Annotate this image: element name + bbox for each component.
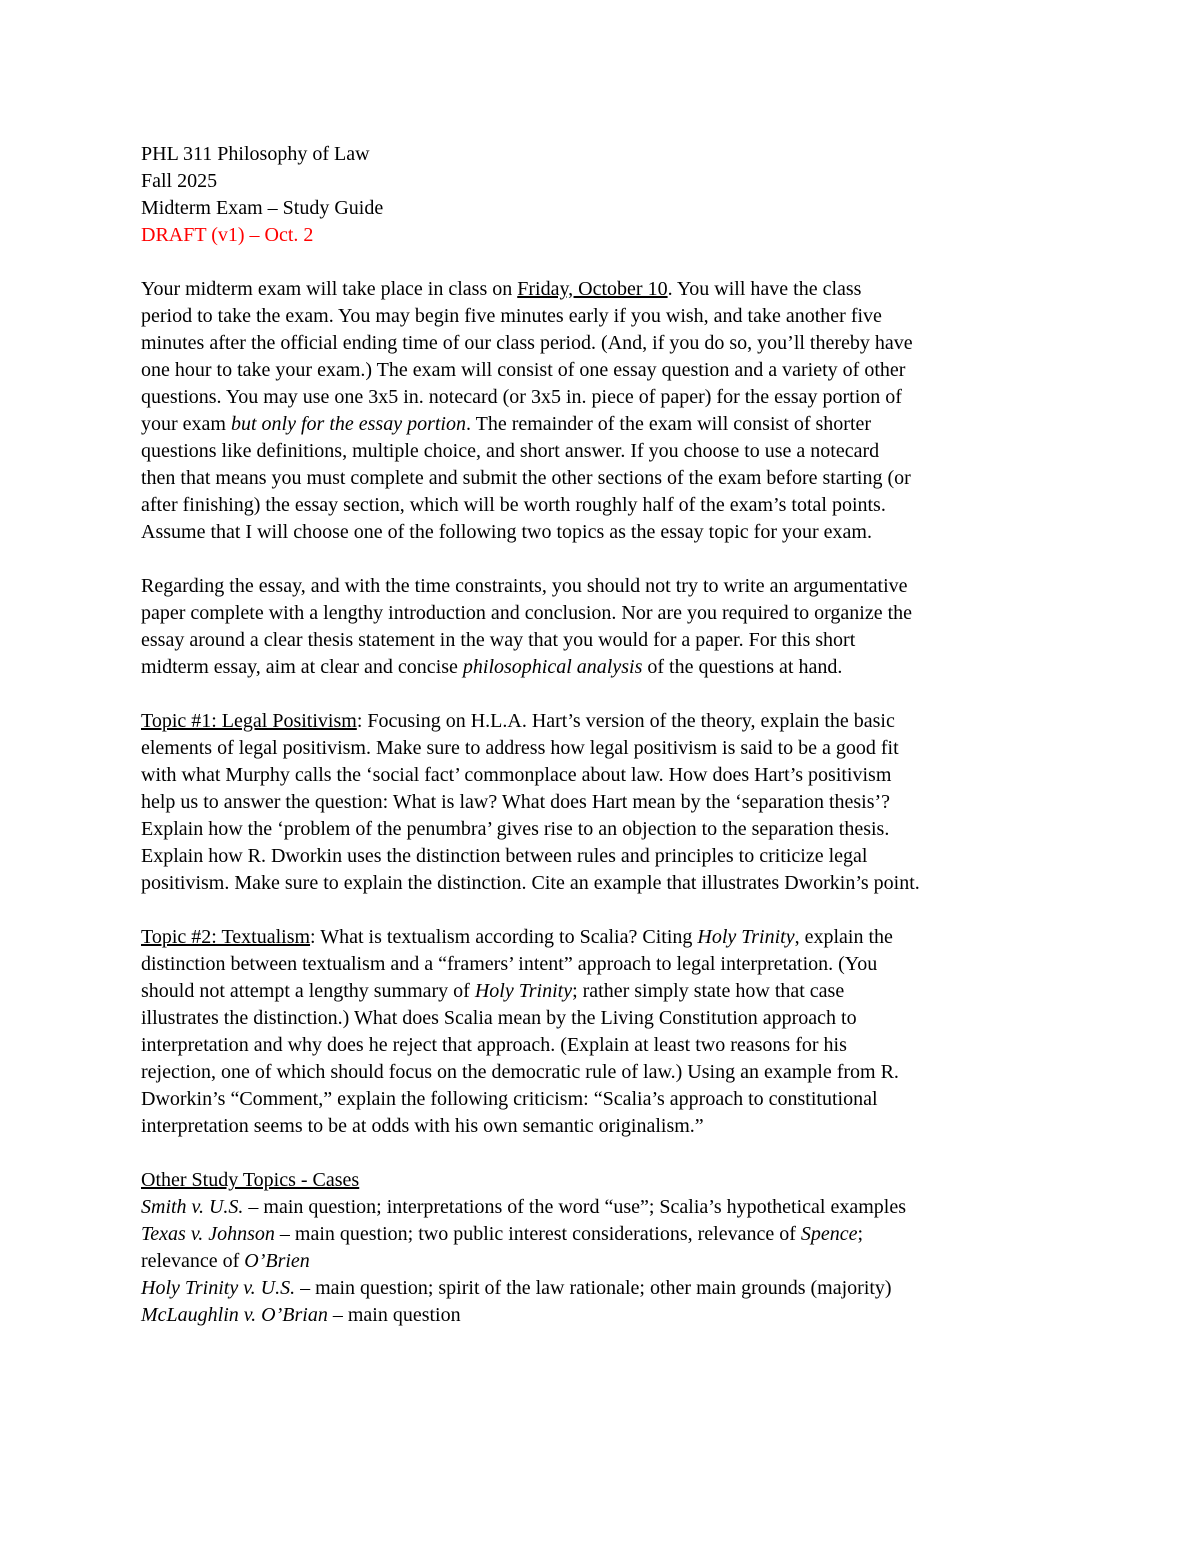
case-citation: Holy Trinity xyxy=(697,926,795,948)
topic-1-text: help us to answer the question: What is law? What does Hart mean by the ‘separation thesis’? xyxy=(141,791,891,813)
case-name: McLaughlin v. O’Brian xyxy=(141,1304,328,1326)
topic-1-heading: Topic #1: Legal Positivism xyxy=(141,710,357,732)
case-citation: Spence xyxy=(800,1223,858,1245)
topic-2-paragraph xyxy=(141,924,1061,1140)
topic-2-text: illustrates the distinction.) What does Scalia mean by the Living Constitution approach to xyxy=(141,1007,857,1029)
document-page xyxy=(141,141,1061,1356)
list-item-continuation xyxy=(141,1248,1061,1275)
case-description: relevance of xyxy=(141,1250,245,1272)
topic-2-text: : What is textualism according to Scalia? Citing xyxy=(310,926,698,948)
emphasis-text: philosophical analysis xyxy=(462,656,643,678)
case-description: – main question xyxy=(327,1304,461,1326)
cases-heading: Other Study Topics - Cases xyxy=(141,1169,360,1191)
case-description: – main question; two public interest considerations, relevance of xyxy=(274,1223,801,1245)
topic-2-text: ; rather simply state how that case xyxy=(572,980,845,1002)
intro-text: . You will have the class xyxy=(667,278,862,300)
topic-2-text: Dworkin’s “Comment,” explain the following criticism: “Scalia’s approach to constitutional xyxy=(141,1088,878,1110)
emphasis-text: but only for the essay portion xyxy=(230,413,466,435)
intro-text: questions. You may use one 3x5 in. notecard (or 3x5 in. piece of paper) for the essay portion of xyxy=(141,386,902,408)
draft-note: DRAFT (v1) – Oct. 2 xyxy=(141,224,314,246)
intro-paragraph xyxy=(141,276,1061,546)
topic-2-text: should not attempt a lengthy summary of xyxy=(141,980,475,1002)
case-citation: Holy Trinity xyxy=(474,980,573,1002)
topic-1-text: Explain how R. Dworkin uses the distinction between rules and principles to criticize legal xyxy=(141,845,868,867)
essay-note-text: of the questions at hand. xyxy=(642,656,843,678)
topic-1-text: with what Murphy calls the ‘social fact’ commonplace about law. How does Hart’s positivism xyxy=(141,764,892,786)
list-item xyxy=(141,1275,1061,1302)
topic-2-heading: Topic #2: Textualism xyxy=(141,926,311,948)
case-description: ; xyxy=(857,1223,864,1245)
intro-text: one hour to take your exam.) The exam will consist of one essay question and a variety of other xyxy=(141,359,906,381)
case-name: Texas v. Johnson xyxy=(141,1223,275,1245)
intro-text: Your midterm exam will take place in class on xyxy=(141,278,518,300)
document-title: Midterm Exam – Study Guide xyxy=(141,197,384,219)
case-citation: O’Brien xyxy=(244,1250,310,1272)
intro-text: period to take the exam. You may begin five minutes early if you wish, and take another five xyxy=(141,305,882,327)
intro-text: questions like definitions, multiple choice, and short answer. If you choose to use a notecard xyxy=(141,440,880,462)
topic-1-text: : Focusing on H.L.A. Hart’s version of the theory, explain the basic xyxy=(356,710,895,732)
topic-1-text: positivism. Make sure to explain the distinction. Cite an example that illustrates Dworkin’s point. xyxy=(141,872,920,894)
intro-text: minutes after the official ending time of our class period. (And, if you do so, you’ll thereby have xyxy=(141,332,913,354)
intro-text: Assume that I will choose one of the following two topics as the essay topic for your exam. xyxy=(141,521,872,543)
topic-2-text: distinction between textualism and a “framers’ intent” approach to legal interpretation. (You xyxy=(141,953,878,975)
essay-note-paragraph xyxy=(141,573,1061,681)
essay-note-text: midterm essay, aim at clear and concise xyxy=(141,656,463,678)
case-name: Holy Trinity v. U.S. xyxy=(141,1277,296,1299)
topic-2-text: interpretation and why does he reject that approach. (Explain at least two reasons for his xyxy=(141,1034,847,1056)
topic-2-text: , explain the xyxy=(794,926,893,948)
essay-note-text: paper complete with a lengthy introduction and conclusion. Nor are you required to organize the xyxy=(141,602,913,624)
intro-text: after finishing) the essay section, which will be worth roughly half of the exam’s total points. xyxy=(141,494,886,516)
case-name: Smith v. U.S. xyxy=(141,1196,244,1218)
topic-2-text: interpretation seems to be at odds with his own semantic originalism.” xyxy=(141,1115,704,1137)
course-title: PHL 311 Philosophy of Law xyxy=(141,143,370,165)
essay-note-text: Regarding the essay, and with the time constraints, you should not try to write an argumentative xyxy=(141,575,908,597)
list-item xyxy=(141,1221,1061,1248)
case-description: – main question; interpretations of the word “use”; Scalia’s hypothetical examples xyxy=(243,1196,907,1218)
exam-date: Friday, October 10 xyxy=(517,278,668,300)
intro-text: . The remainder of the exam will consist of shorter xyxy=(465,413,872,435)
term: Fall 2025 xyxy=(141,170,218,192)
document-header xyxy=(141,141,1061,249)
topic-1-text: Explain how the ‘problem of the penumbra’ gives rise to an objection to the separation thesis. xyxy=(141,818,890,840)
essay-note-text: essay around a clear thesis statement in the way that you would for a paper. For this short xyxy=(141,629,856,651)
topic-1-text: elements of legal positivism. Make sure to address how legal positivism is said to be a good fit xyxy=(141,737,899,759)
case-description: – main question; spirit of the law rationale; other main grounds (majority) xyxy=(295,1277,892,1299)
intro-text: then that means you must complete and submit the other sections of the exam before starting (or xyxy=(141,467,911,489)
topic-1-paragraph xyxy=(141,708,1061,897)
cases-section xyxy=(141,1167,1061,1329)
list-item xyxy=(141,1194,1061,1221)
intro-text: your exam xyxy=(141,413,231,435)
topic-2-text: rejection, one of which should focus on the democratic rule of law.) Using an example from R. xyxy=(141,1061,899,1083)
list-item xyxy=(141,1302,1061,1329)
